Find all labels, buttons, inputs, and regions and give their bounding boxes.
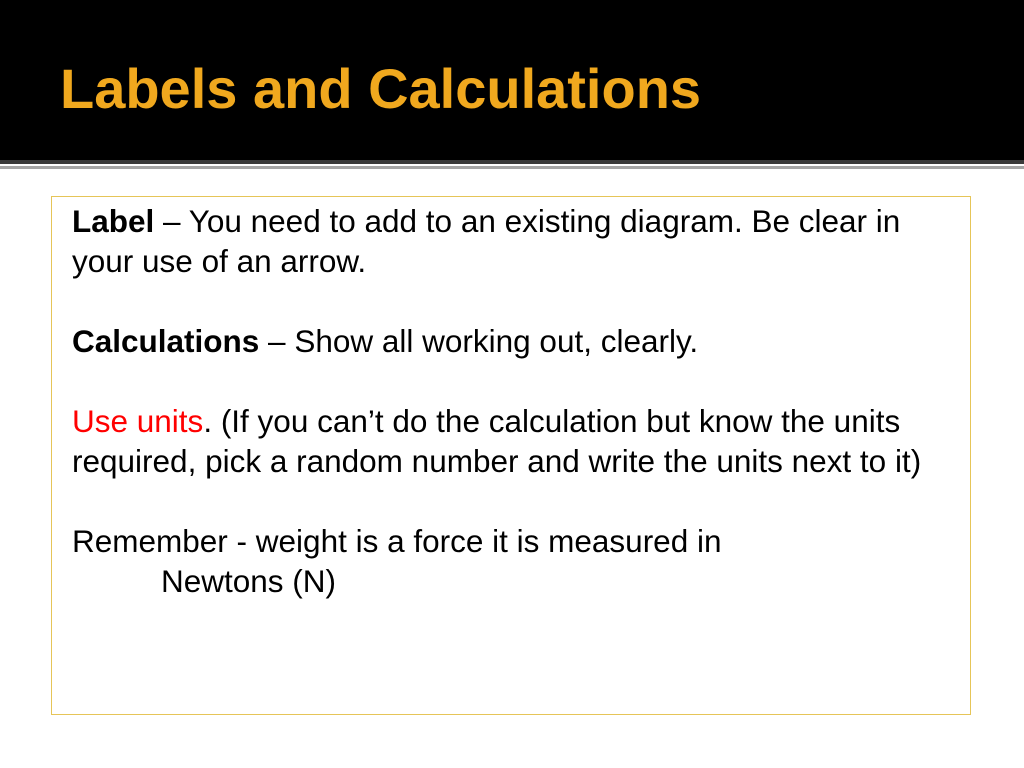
- title-divider-light: [0, 166, 1024, 169]
- remember-line-1: Remember - weight is a force it is measured in: [72, 523, 722, 559]
- use-units-highlight: Use units: [72, 403, 204, 439]
- title-bar: [0, 0, 1024, 160]
- slide-title: Labels and Calculations: [60, 57, 702, 120]
- paragraph-spacer: [72, 281, 962, 321]
- paragraph-spacer: [72, 361, 962, 401]
- label-paragraph: [72, 201, 962, 281]
- remember-line-2: Newtons (N): [161, 563, 337, 599]
- body-text: [72, 201, 962, 601]
- label-description: – You need to add to an existing diagram. Be clear in your use of an arrow.: [72, 203, 901, 279]
- units-paragraph: [72, 401, 962, 481]
- label-term: Label: [72, 203, 155, 239]
- calculations-term: Calculations: [72, 323, 260, 359]
- paragraph-spacer: [72, 481, 962, 521]
- title-divider-dark: [0, 160, 1024, 164]
- units-description: . (If you can’t do the calculation but know the units required, pick a random number and write the units next to it): [72, 403, 922, 479]
- content-box: [51, 196, 971, 715]
- calculations-description: – Show all working out, clearly.: [259, 323, 699, 359]
- calculations-paragraph: [72, 321, 962, 361]
